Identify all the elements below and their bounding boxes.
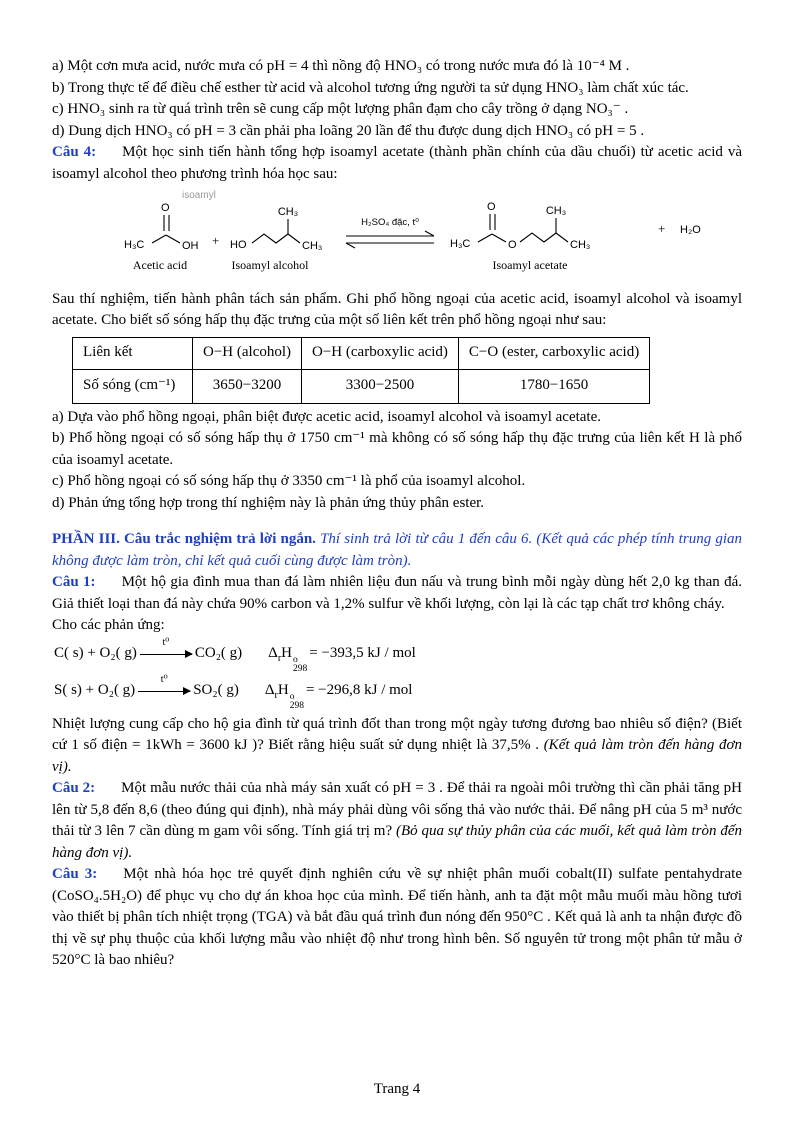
acetic-acid-structure (124, 202, 199, 272)
isoamyl-alcohol-structure (230, 206, 322, 272)
stray-text: isoamyl (182, 190, 216, 201)
question-4-item-b: b) Phổ hồng ngoại có số sóng hấp thụ ở 1750 cm⁻¹ mà không có số sóng hấp thụ đặc trưng của liên kết H là phổ của isoamyl acetate. (52, 430, 742, 468)
hydroxyl-group-label: HO (230, 239, 247, 251)
equation-lhs: C( s) + O₂( g) (54, 644, 137, 661)
methyl-group-label: H₃C (124, 239, 145, 251)
header-co-ester: C−O (ester, carboxylic acid) (458, 337, 649, 369)
enthalpy-symbol: H (281, 644, 293, 661)
question-3-label: Câu 3: (52, 866, 98, 882)
standard-state-supsub: o 298 (289, 691, 304, 711)
enthalpy-value (268, 644, 416, 674)
header-lien-ket: Liên kết (73, 337, 193, 369)
cell-range-1: 3650−3200 (193, 369, 302, 403)
part-3-heading (52, 529, 742, 572)
isoamyl-acetate-name: Isoamyl acetate (492, 258, 568, 272)
statement-d: d) Dung dịch HNO₃ có pH = 3 cần phải pha loãng 20 lần để thu được dung dịch HNO₃ có pH = 5 . (52, 122, 645, 139)
acetic-acid-name: Acetic acid (132, 258, 188, 272)
delta-subscript: r (277, 652, 282, 664)
enthalpy-value (264, 681, 413, 711)
water-formula: H₂O (680, 224, 701, 236)
arrow-condition-label: t⁰ (160, 674, 168, 686)
statement-b: b) Trong thực tế để điều chế esther từ acid và alcohol tương ứng người ta sử dụng HNO₃ làm chất xúc tác. (52, 79, 689, 96)
equation-rhs: SO₂( g) (193, 681, 239, 698)
statement-a: a) Một cơn mưa acid, nước mưa có pH = 4 thì nồng độ HNO₃ có trong nước mưa đó là 10⁻⁴ M . (52, 58, 630, 74)
reaction-equation-carbon (54, 637, 742, 674)
question-3-text: Một nhà hóa học trẻ quyết định nghiên cứu về sự nhiệt phân muối cobalt(II) sulfate pentahydrate (CoSO₄.5H₂O) để phục vụ cho dự án khoa học của mình. Để tiến hành, anh ta đặt một mẫu muối màu hồng tươi vào thiết bị phân tích nhiệt trọng (TGA) và bắt đầu quá trình đun nóng đến 950°C . Kết quả là anh ta nhận được đồ thị về sự phụ thuộc của khối lượng mẫu vào nhiệt độ như trong hình bên. Số nguyên tử trong một phân tử mẫu ở 520°C là bao nhiêu? (52, 866, 743, 968)
isoamyl-alcohol-name: Isoamyl alcohol (231, 258, 309, 272)
question-4-item-d: d) Phản ứng tổng hợp trong thí nghiệm này là phản ứng thủy phân ester. (52, 494, 485, 511)
hydroxyl-group-label: OH (182, 240, 199, 252)
question-2 (52, 778, 742, 864)
equation-lhs: S( s) + O₂( g) (54, 681, 136, 698)
isoamyl-acetate-structure (450, 201, 590, 272)
standard-state-supsub: o 298 (293, 654, 308, 674)
ir-wavenumber-table (72, 337, 650, 404)
delta-subscript: r (274, 689, 278, 701)
question-4-item-c: c) Phổ hồng ngoại có số sóng hấp thụ ở 3350 cm⁻¹ là phổ của isoamyl alcohol. (52, 473, 526, 489)
methyl-end-label: CH₃ (570, 239, 591, 251)
page-number: Trang 4 (373, 1080, 421, 1097)
question-4-text: Một học sinh tiến hành tổng hợp isoamyl acetate (thành phần chính của dầu chuối) từ acetic acid và isoamyl alcohol theo phương trình hóa học sau: (52, 144, 743, 182)
question-4-followup: Sau thí nghiệm, tiến hành phân tách sản phẩm. Ghi phổ hồng ngoại của acetic acid, isoamyl alcohol và isoamyl acetate. Cho biết số sóng hấp thụ đặc trưng của một số liên kết trên phổ hồng ngoại như sau: (52, 290, 742, 328)
equation-rhs: CO₂( g) (194, 644, 243, 661)
question-1 (52, 572, 742, 615)
enthalpy-number: = −296,8 kJ / mol (305, 681, 413, 698)
part-3-instructions: Thí sinh trả lời từ câu 1 đến câu 6. (Kết quả các phép tính trung gian không được làm tròn, chỉ kết quả cuối cùng được làm tròn). (52, 531, 742, 569)
equilibrium-arrows-icon (346, 217, 434, 248)
question-4-item-a: a) Dựa vào phổ hồng ngoại, phân biệt được acetic acid, isoamyl alcohol và isoamyl acetate. (52, 408, 602, 425)
plus-sign: + (212, 233, 220, 248)
cell-so-song: Số sóng (cm⁻¹) (73, 369, 193, 403)
header-oh-alcohol: O−H (alcohol) (193, 337, 302, 369)
reaction-arrow-icon (138, 674, 190, 697)
cell-range-2: 3300−2500 (302, 369, 459, 403)
question-1-question (52, 714, 742, 779)
delta-symbol: Δ (264, 681, 275, 698)
enthalpy-symbol: H (277, 681, 289, 698)
reaction-scheme (98, 187, 742, 287)
question-2-label: Câu 2: (52, 780, 96, 796)
question-4-label: Câu 4: (52, 144, 97, 160)
question-2-rounding-note: (Bỏ qua sự thủy phân của các muối, kết quả làm tròn đến hàng đơn vị). (52, 823, 742, 861)
cell-range-3: 1780−1650 (458, 369, 649, 403)
question-4 (52, 142, 742, 185)
reaction-condition-label: H₂SO₄ đặc, t⁰ (361, 217, 419, 228)
statement-c: c) HNO₃ sinh ra từ quá trình trên sẽ cung cấp một lượng phân đạm cho cây trồng ở dạng NO₃⁻ . (52, 101, 629, 117)
reaction-equation-sulfur (54, 674, 742, 711)
question-1-question-text: Nhiệt lượng cung cấp cho hộ gia đình từ quá trình đốt than trong một ngày tương đương bao nhiêu số điện? (Biết cứ 1 số điện = 1kWh = 3600 kJ )? Biết rằng hiệu suất sử dụng nhiệt là 37,5% . (52, 715, 742, 753)
carbonyl-oxygen-label: O (161, 202, 170, 214)
reaction-arrow-icon (140, 637, 192, 660)
table-header-row (73, 337, 650, 369)
question-1-text: Một hộ gia đình mua than đá làm nhiên liệu đun nấu và trung bình mỗi ngày dùng hết 2,0 kg than đá. Giả thiết loại than đá này chứa 90% carbon và 1,2% sulfur về khối lượng, còn lại là các tạp chất trơ không cháy. (52, 574, 743, 612)
methyl-end-label: CH₃ (302, 240, 323, 252)
carbonyl-oxygen-label: O (487, 201, 496, 213)
header-oh-carboxylic: O−H (carboxylic acid) (302, 337, 459, 369)
methyl-branch-label: CH₃ (545, 205, 567, 217)
ester-oxygen-label: O (508, 239, 517, 251)
question-3 (52, 864, 742, 972)
methyl-group-label: H₃C (450, 238, 471, 250)
plus-sign: + (658, 221, 666, 236)
enthalpy-number: = −393,5 kJ / mol (309, 644, 416, 661)
question-1-rounding-note: (Kết quả làm tròn đến hàng đơn vị). (52, 737, 743, 775)
delta-symbol: Δ (268, 644, 278, 661)
question-1-label: Câu 1: (52, 574, 96, 590)
question-2-text: Một mẫu nước thải của nhà máy sản xuất có pH = 3 . Để thải ra ngoài môi trường thì cần phải tăng pH lên từ 5,8 đến 8,6 (theo đúng qui định), nhà máy phải dùng vôi sống thả vào nước thải. Để nâng pH của 5 m³ nước thải từ 3 lên 7 cần dùng m gam vôi sống. Tính giá trị m? (52, 780, 743, 839)
table-data-row (73, 369, 650, 403)
question-1-reactions-intro: Cho các phản ứng: (52, 617, 165, 633)
part-3-title: PHẦN III. Câu trắc nghiệm trả lời ngắn. (52, 531, 316, 547)
methyl-branch-label: CH₃ (277, 206, 299, 218)
arrow-condition-label: t⁰ (162, 637, 170, 649)
